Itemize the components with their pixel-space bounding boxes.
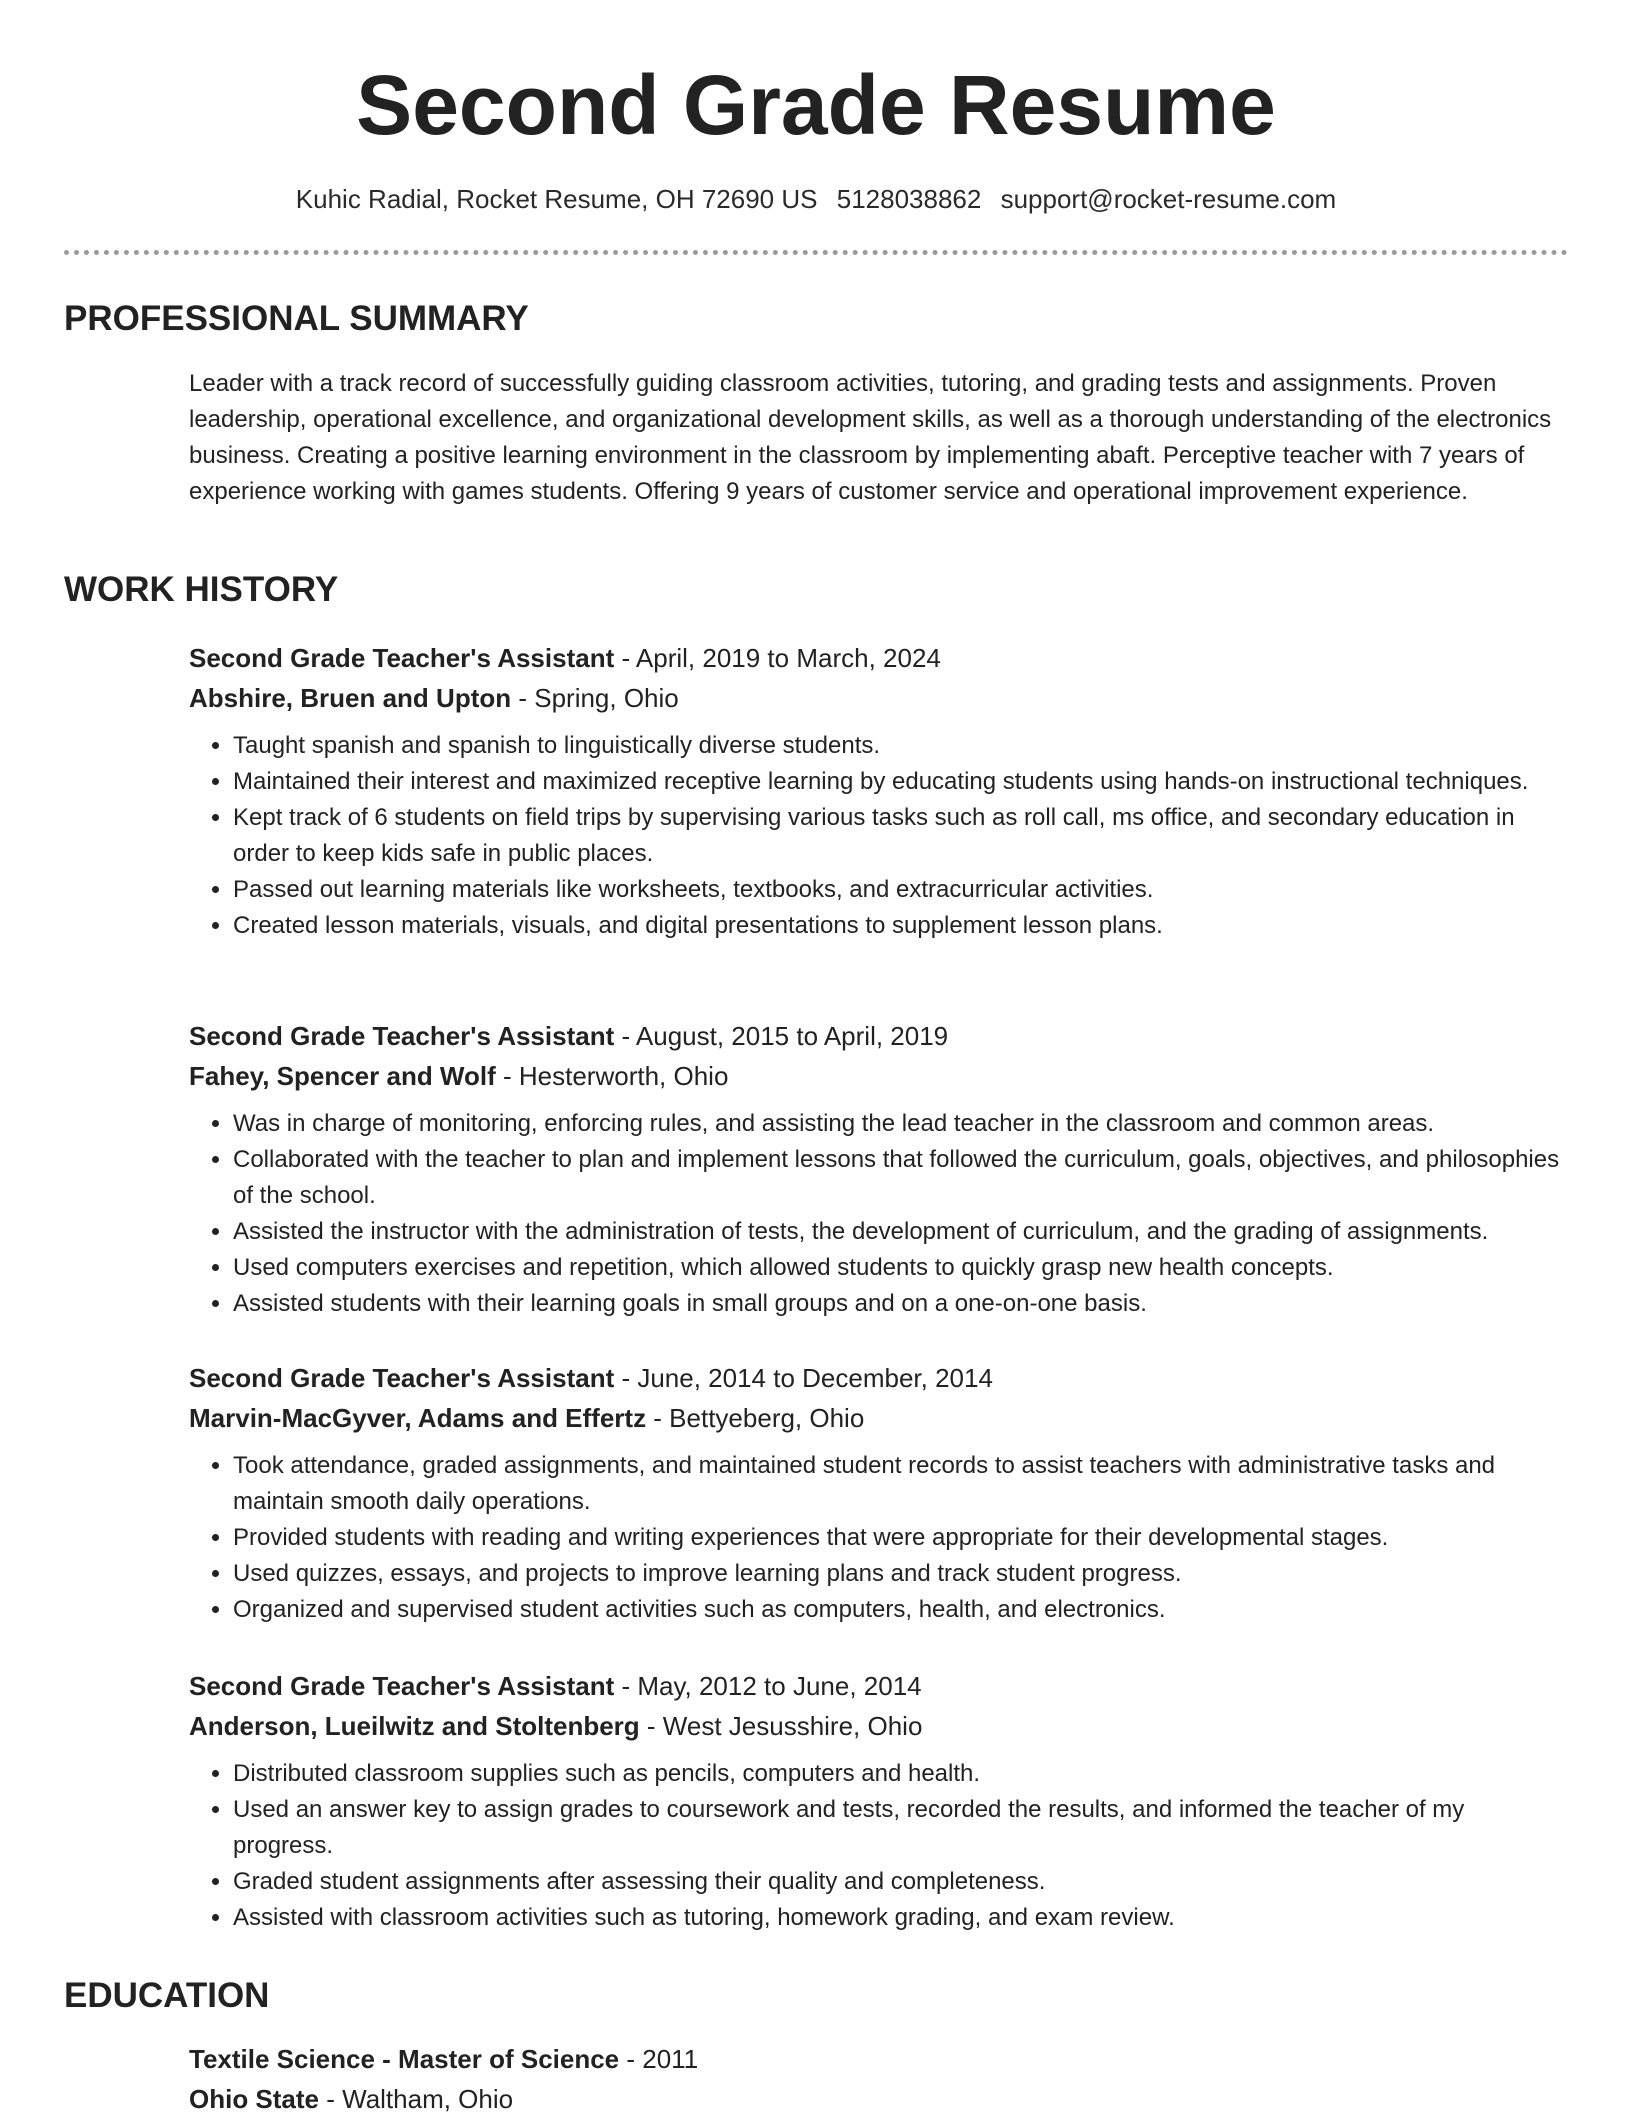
job-bullet: • Passed out learning materials like worksheets, textbooks, and extracurricular activities.: [233, 872, 1569, 908]
job-entry: [189, 1358, 1569, 1628]
job-company-line: [189, 678, 1569, 718]
education-degree: Textile Science - Master of Science: [189, 2044, 620, 2074]
education-location: - Waltham, Ohio: [319, 2084, 514, 2114]
job-bullet: • Used computers exercises and repetition, which allowed students to quickly grasp new health concepts.: [233, 1250, 1569, 1286]
job-company-line: [189, 1706, 1569, 1746]
job-location: - West Jesusshire, Ohio: [639, 1711, 923, 1741]
section-title-work-history: WORK HISTORY: [64, 570, 339, 609]
education-school: Ohio State: [189, 2084, 320, 2114]
job-role: Second Grade Teacher's Assistant: [189, 1021, 615, 1051]
job-bullet: • Assisted the instructor with the administration of tests, the development of curriculum, and the grading of assignments.: [233, 1214, 1569, 1250]
summary-text: Leader with a track record of successfully guiding classroom activities, tutoring, and grading tests and assignments. Proven leadership, operational excellence, and organizational development skills, as well as a thorough understanding of the electronics business. Creating a positive learning environment in the classroom by implementing abaft. Perceptive teacher with 7 years of experience working with games students. Offering 9 years of customer service and operational improvement experience.: [189, 370, 1552, 505]
job-dates: - May, 2012 to June, 2014: [614, 1671, 922, 1701]
job-bullets: [189, 1106, 1569, 1322]
job-bullet: • Organized and supervised student activities such as computers, health, and electronics.: [233, 1592, 1569, 1628]
job-bullet: • Taught spanish and spanish to linguistically diverse students.: [233, 728, 1569, 764]
job-bullet: • Collaborated with the teacher to plan and implement lessons that followed the curriculum, goals, objectives, and philosophies of the school.: [233, 1142, 1569, 1214]
job-bullet: • Created lesson materials, visuals, and digital presentations to supplement lesson plans.: [233, 908, 1569, 944]
job-company: Abshire, Bruen and Upton: [189, 683, 512, 713]
job-entry: [189, 638, 1569, 944]
education-entry: [189, 2039, 1569, 2119]
job-company: Marvin-MacGyver, Adams and Effertz: [189, 1403, 647, 1433]
education-school-line: [189, 2079, 1569, 2119]
job-entry: [189, 1666, 1569, 1936]
job-title-line: [189, 1666, 1569, 1706]
job-location: - Spring, Ohio: [511, 683, 679, 713]
section-title-education: EDUCATION: [64, 1976, 270, 2015]
job-dates: - June, 2014 to December, 2014: [614, 1363, 993, 1393]
header-divider: [64, 250, 1568, 255]
contact-phone: 5128038862: [836, 184, 982, 214]
job-bullets: [189, 728, 1569, 944]
job-dates: - August, 2015 to April, 2019: [614, 1021, 949, 1051]
job-role: Second Grade Teacher's Assistant: [189, 1363, 615, 1393]
job-company: Fahey, Spencer and Wolf: [189, 1061, 496, 1091]
job-role: Second Grade Teacher's Assistant: [189, 1671, 615, 1701]
job-bullet: • Maintained their interest and maximized receptive learning by educating students using hands-on instructional techniques.: [233, 764, 1569, 800]
job-company-line: [189, 1398, 1569, 1438]
job-role: Second Grade Teacher's Assistant: [189, 643, 615, 673]
section-title-summary: PROFESSIONAL SUMMARY: [64, 299, 529, 338]
job-dates: - April, 2019 to March, 2024: [614, 643, 941, 673]
job-company-line: [189, 1056, 1569, 1096]
job-bullet: • Assisted with classroom activities such as tutoring, homework grading, and exam review.: [233, 1900, 1569, 1936]
job-title-line: [189, 1016, 1569, 1056]
resume-title: Second Grade Resume: [356, 58, 1276, 152]
job-bullet: • Graded student assignments after assessing their quality and completeness.: [233, 1864, 1569, 1900]
job-bullets: [189, 1448, 1569, 1628]
job-title-line: [189, 638, 1569, 678]
job-bullet: • Kept track of 6 students on field trips by supervising various tasks such as roll call, ms office, and secondary education in order to keep kids safe in public places.: [233, 800, 1569, 872]
education-degree-line: [189, 2039, 1569, 2079]
job-bullet: • Was in charge of monitoring, enforcing rules, and assisting the lead teacher in the classroom and common areas.: [233, 1106, 1569, 1142]
job-bullet: • Used an answer key to assign grades to coursework and tests, recorded the results, and informed the teacher of my progress.: [233, 1792, 1569, 1864]
job-bullet: • Distributed classroom supplies such as pencils, computers and health.: [233, 1756, 1569, 1792]
job-location: - Bettyeberg, Ohio: [646, 1403, 865, 1433]
job-entry: [189, 1016, 1569, 1322]
education-year: - 2011: [619, 2044, 699, 2074]
job-company: Anderson, Lueilwitz and Stoltenberg: [189, 1711, 640, 1741]
job-bullet: • Took attendance, graded assignments, and maintained student records to assist teachers with administrative tasks and maintain smooth daily operations.: [233, 1448, 1569, 1520]
contact-email: support@rocket-resume.com: [1000, 184, 1337, 214]
job-bullet: • Provided students with reading and writing experiences that were appropriate for their developmental stages.: [233, 1520, 1569, 1556]
job-bullets: [189, 1756, 1569, 1936]
job-location: - Hesterworth, Ohio: [495, 1061, 729, 1091]
job-bullet: • Used quizzes, essays, and projects to improve learning plans and track student progress.: [233, 1556, 1569, 1592]
job-bullet: • Assisted students with their learning goals in small groups and on a one-on-one basis.: [233, 1286, 1569, 1322]
contact-line: [0, 182, 1632, 216]
contact-address: Kuhic Radial, Rocket Resume, OH 72690 US: [295, 184, 818, 214]
job-title-line: [189, 1358, 1569, 1398]
